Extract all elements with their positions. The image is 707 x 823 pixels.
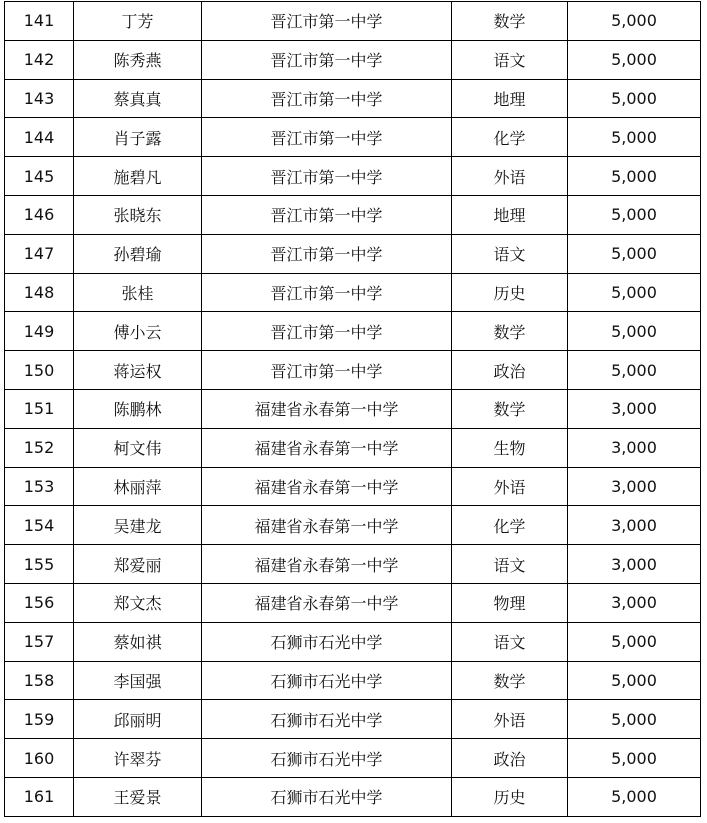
cell-school: 晋江市第一中学 [202, 273, 452, 312]
cell-subject: 语文 [452, 40, 568, 79]
cell-name: 吴建龙 [74, 506, 202, 545]
cell-subject: 外语 [452, 700, 568, 739]
cell-name: 陈鹏林 [74, 389, 202, 428]
cell-name: 蔡如祺 [74, 622, 202, 661]
cell-number: 142 [5, 40, 74, 79]
cell-subject: 化学 [452, 506, 568, 545]
cell-school: 晋江市第一中学 [202, 2, 452, 41]
cell-name: 肖子露 [74, 118, 202, 157]
cell-name: 施碧凡 [74, 157, 202, 196]
table-row [5, 777, 701, 816]
cell-amount: 3,000 [568, 428, 701, 467]
cell-amount: 5,000 [568, 351, 701, 390]
table-row [5, 157, 701, 196]
cell-subject: 外语 [452, 157, 568, 196]
table-row [5, 739, 701, 778]
cell-name: 郑爱丽 [74, 545, 202, 584]
cell-amount: 3,000 [568, 545, 701, 584]
table-row [5, 351, 701, 390]
cell-number: 153 [5, 467, 74, 506]
cell-number: 148 [5, 273, 74, 312]
cell-school: 晋江市第一中学 [202, 234, 452, 273]
cell-number: 145 [5, 157, 74, 196]
cell-amount: 5,000 [568, 700, 701, 739]
cell-number: 158 [5, 661, 74, 700]
cell-school: 石狮市石光中学 [202, 739, 452, 778]
cell-subject: 地理 [452, 79, 568, 118]
cell-name: 傅小云 [74, 312, 202, 351]
cell-number: 156 [5, 583, 74, 622]
cell-number: 144 [5, 118, 74, 157]
cell-school: 福建省永春第一中学 [202, 428, 452, 467]
table-row [5, 118, 701, 157]
cell-name: 柯文伟 [74, 428, 202, 467]
cell-subject: 政治 [452, 739, 568, 778]
table-row [5, 2, 701, 41]
cell-name: 张桂 [74, 273, 202, 312]
cell-school: 晋江市第一中学 [202, 118, 452, 157]
table-row [5, 622, 701, 661]
cell-number: 147 [5, 234, 74, 273]
table-body [5, 2, 701, 817]
cell-amount: 5,000 [568, 79, 701, 118]
cell-name: 王爱景 [74, 777, 202, 816]
cell-name: 陈秀燕 [74, 40, 202, 79]
cell-name: 郑文杰 [74, 583, 202, 622]
cell-school: 晋江市第一中学 [202, 195, 452, 234]
cell-subject: 数学 [452, 312, 568, 351]
cell-number: 157 [5, 622, 74, 661]
table-row [5, 428, 701, 467]
cell-school: 福建省永春第一中学 [202, 467, 452, 506]
cell-name: 李国强 [74, 661, 202, 700]
cell-amount: 3,000 [568, 467, 701, 506]
cell-amount: 5,000 [568, 234, 701, 273]
table-row [5, 234, 701, 273]
cell-number: 154 [5, 506, 74, 545]
cell-school: 福建省永春第一中学 [202, 583, 452, 622]
cell-subject: 语文 [452, 545, 568, 584]
cell-name: 丁芳 [74, 2, 202, 41]
cell-number: 161 [5, 777, 74, 816]
cell-subject: 语文 [452, 622, 568, 661]
table-row [5, 273, 701, 312]
cell-subject: 生物 [452, 428, 568, 467]
table-row [5, 583, 701, 622]
table-row [5, 661, 701, 700]
cell-number: 160 [5, 739, 74, 778]
cell-subject: 历史 [452, 273, 568, 312]
cell-subject: 语文 [452, 234, 568, 273]
cell-name: 张晓东 [74, 195, 202, 234]
cell-amount: 5,000 [568, 273, 701, 312]
cell-school: 石狮市石光中学 [202, 622, 452, 661]
cell-name: 林丽萍 [74, 467, 202, 506]
cell-school: 福建省永春第一中学 [202, 545, 452, 584]
cell-number: 152 [5, 428, 74, 467]
cell-subject: 化学 [452, 118, 568, 157]
cell-number: 155 [5, 545, 74, 584]
award-table [4, 1, 701, 817]
cell-number: 151 [5, 389, 74, 428]
cell-amount: 5,000 [568, 622, 701, 661]
cell-number: 149 [5, 312, 74, 351]
cell-amount: 5,000 [568, 739, 701, 778]
cell-amount: 5,000 [568, 40, 701, 79]
cell-school: 福建省永春第一中学 [202, 389, 452, 428]
cell-subject: 政治 [452, 351, 568, 390]
cell-amount: 5,000 [568, 195, 701, 234]
cell-amount: 5,000 [568, 661, 701, 700]
cell-amount: 3,000 [568, 583, 701, 622]
cell-school: 晋江市第一中学 [202, 79, 452, 118]
cell-subject: 物理 [452, 583, 568, 622]
cell-name: 孙碧瑜 [74, 234, 202, 273]
cell-school: 福建省永春第一中学 [202, 506, 452, 545]
cell-amount: 3,000 [568, 389, 701, 428]
cell-number: 150 [5, 351, 74, 390]
cell-number: 159 [5, 700, 74, 739]
cell-school: 晋江市第一中学 [202, 157, 452, 196]
cell-subject: 数学 [452, 661, 568, 700]
cell-name: 许翠芬 [74, 739, 202, 778]
cell-number: 143 [5, 79, 74, 118]
table-row [5, 467, 701, 506]
cell-amount: 5,000 [568, 157, 701, 196]
table-row [5, 195, 701, 234]
table-row [5, 389, 701, 428]
cell-name: 蔡真真 [74, 79, 202, 118]
cell-amount: 3,000 [568, 506, 701, 545]
cell-school: 石狮市石光中学 [202, 777, 452, 816]
cell-amount: 5,000 [568, 777, 701, 816]
table-row [5, 40, 701, 79]
cell-subject: 外语 [452, 467, 568, 506]
cell-name: 蒋运权 [74, 351, 202, 390]
table-row [5, 506, 701, 545]
table-row [5, 312, 701, 351]
cell-school: 晋江市第一中学 [202, 312, 452, 351]
cell-subject: 数学 [452, 389, 568, 428]
cell-subject: 历史 [452, 777, 568, 816]
cell-name: 邱丽明 [74, 700, 202, 739]
cell-school: 晋江市第一中学 [202, 40, 452, 79]
cell-amount: 5,000 [568, 312, 701, 351]
table-row [5, 79, 701, 118]
cell-school: 石狮市石光中学 [202, 661, 452, 700]
cell-number: 141 [5, 2, 74, 41]
cell-number: 146 [5, 195, 74, 234]
cell-school: 晋江市第一中学 [202, 351, 452, 390]
cell-school: 石狮市石光中学 [202, 700, 452, 739]
cell-amount: 5,000 [568, 118, 701, 157]
cell-subject: 数学 [452, 2, 568, 41]
cell-amount: 5,000 [568, 2, 701, 41]
cell-subject: 地理 [452, 195, 568, 234]
table-row [5, 700, 701, 739]
table-row [5, 545, 701, 584]
